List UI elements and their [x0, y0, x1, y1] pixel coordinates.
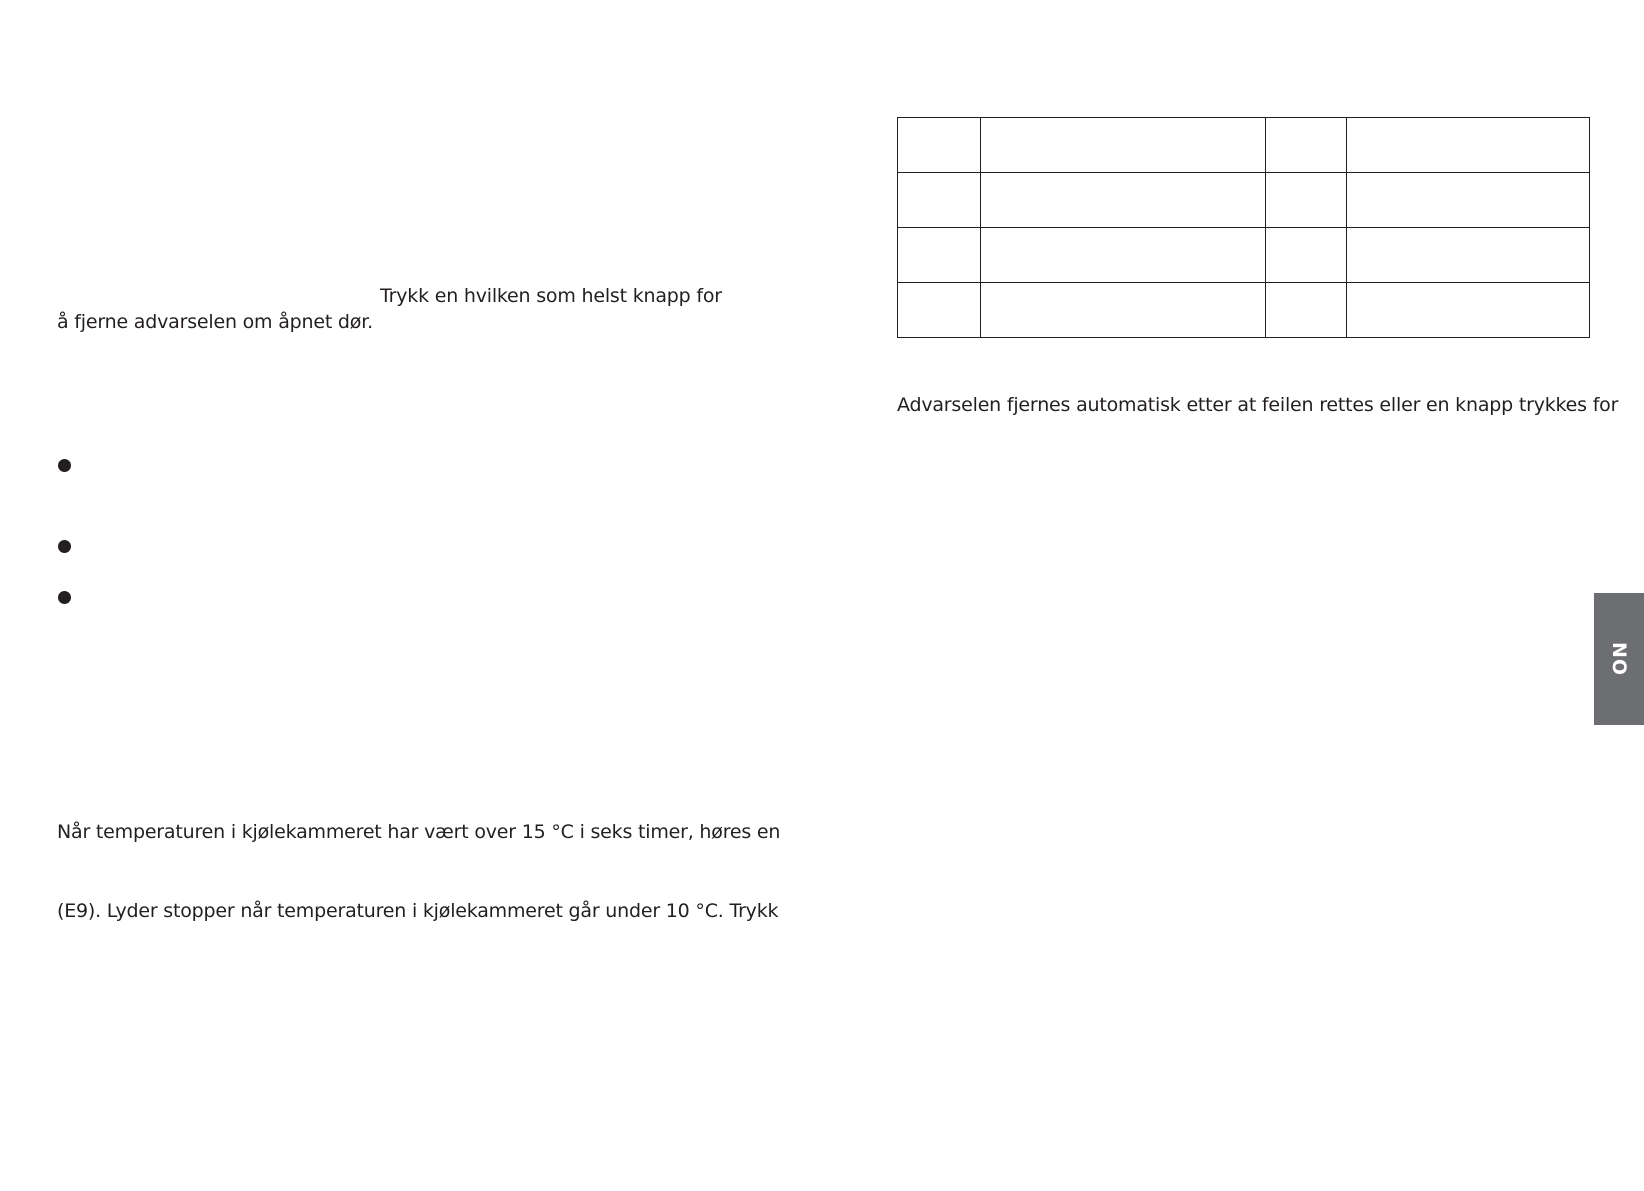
error-code-table [897, 117, 1590, 338]
table-cell [1347, 118, 1590, 173]
door-warning-text-line2: å fjerne advarselen om åpnet dør. [57, 311, 373, 333]
table-cell [981, 118, 1266, 173]
auto-clear-text: Advarselen fjernes automatisk etter at feilen rettes eller en knapp trykkes for [897, 394, 1619, 416]
table-cell [1347, 228, 1590, 283]
bullet-icon [58, 591, 71, 604]
table-cell [1347, 173, 1590, 228]
table-cell [981, 228, 1266, 283]
language-tab [1594, 593, 1644, 725]
table-cell [898, 228, 981, 283]
table-cell [981, 283, 1266, 338]
table-cell [898, 283, 981, 338]
table-row [898, 173, 1590, 228]
bullet-icon [58, 540, 71, 553]
table-cell [1266, 118, 1347, 173]
language-tab-label: NO [1608, 641, 1630, 677]
table-cell [981, 173, 1266, 228]
table-row [898, 283, 1590, 338]
temp-alarm-text-line2: (E9). Lyder stopper når temperaturen i kjølekammeret går under 10 °C. Trykk [57, 900, 779, 922]
table-cell [1347, 283, 1590, 338]
table-row [898, 228, 1590, 283]
door-warning-text-line1: Trykk en hvilken som helst knapp for [380, 285, 722, 307]
table-cell [1266, 228, 1347, 283]
bullet-icon [58, 459, 71, 472]
table-row [898, 118, 1590, 173]
table-cell [1266, 283, 1347, 338]
table-cell [1266, 173, 1347, 228]
temp-alarm-text-line1: Når temperaturen i kjølekammeret har vært over 15 °C i seks timer, høres en [57, 821, 781, 843]
table-cell [898, 173, 981, 228]
table-cell [898, 118, 981, 173]
